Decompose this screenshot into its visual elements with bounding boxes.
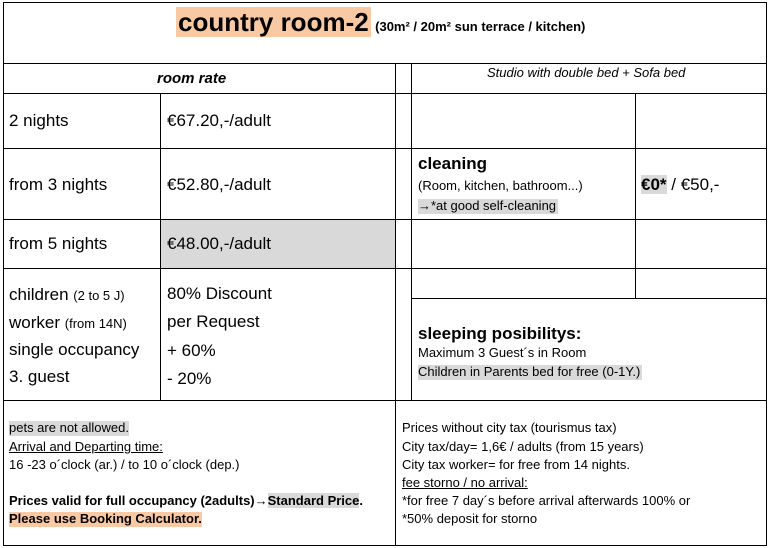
divider-col-cost [635,93,636,298]
prices-valid-text: Prices valid for full occupancy (2adults) [9,493,255,508]
booking-calculator-note: Please use Booking Calculator. [9,511,202,526]
border-right [766,2,767,546]
worker-note: (from 14N) [64,316,127,331]
cleaning-subtitle: (Room, kitchen, bathroom...) [418,178,583,193]
divider-right-mid [411,298,767,299]
tax-line-1: Prices without city tax (tourismus tax) [402,420,617,435]
tax-line-2: City tax/day= 1,6€ / adults (from 15 years) [402,439,644,454]
rate-label-3-nights: from 3 nights [9,175,108,194]
cleaning-note [418,199,558,214]
rate-label-2-nights: 2 nights [9,111,69,130]
tax-line-3: City tax worker= for free from 14 nights. [402,457,630,472]
page-title [176,8,585,38]
storno-title: fee storno / no arrival: [402,475,528,490]
border-left [3,2,4,546]
extra-third-label: 3. guest [9,367,70,386]
extra-single-label: single occupancy [9,340,140,359]
arrival-times: 16 -23 o´clock (ar.) / to 10 o´clock (dep.) [9,457,240,472]
divider-row2 [3,219,767,220]
children-value: 80% Discount [167,284,272,303]
divider-header [3,93,767,94]
divider-col-gap-left [395,63,396,546]
single-value: + 60% [167,341,216,360]
standard-price: Standard Price [267,493,360,508]
children-label: children [9,285,69,304]
arrival-title: Arrival and Departing time: [9,439,163,454]
divider-col-gap-right [411,63,412,400]
rate-price-3-nights: €52.80,-/adult [167,175,271,194]
rate-label-5-nights: from 5 nights [9,234,108,253]
cleaning-note-text: *at good self-cleaning [431,198,557,213]
border-top [3,2,767,3]
children-note: (2 to 5 J) [73,288,125,303]
rate-header: room rate [157,70,227,87]
cleaning-price [641,175,719,195]
extra-children [9,285,125,305]
cleaning-price-paid: / €50,- [666,175,720,194]
divider-col-price [160,93,161,400]
arrow-right-icon: → [418,198,431,213]
divider-row3-left [3,268,411,269]
room-details: (30m² / 20m² sun terrace / kitchen) [375,19,586,34]
prices-valid [9,494,363,509]
rate-price-2-nights: €67.20,-/adult [167,111,271,130]
storno-line-1: *for free 7 day´s before arrival afterwards 100% or [402,493,691,508]
divider-footer [3,400,767,401]
divider-row1 [3,148,767,149]
rate-price-5-nights: €48.00,-/adult [167,234,271,253]
divider-title [3,63,767,64]
period: . [359,493,364,508]
worker-label: worker [9,313,61,332]
cleaning-price-free: €0* [641,175,667,194]
pets-notice: pets are not allowed. [9,420,129,435]
third-value: - 20% [167,369,212,388]
room-name: country room-2 [178,7,369,37]
studio-header: Studio with double bed + Sofa bed [487,65,686,80]
cleaning-title: cleaning [418,154,487,173]
divider-row3-right [411,268,767,269]
arrow-right-icon: → [254,493,268,508]
sleeping-line-2: Children in Parents bed for free (0-1Y.) [418,364,641,379]
worker-value: per Request [167,312,260,331]
sleeping-title: sleeping posibilitys: [418,324,582,343]
storno-line-2: *50% deposit for storno [402,511,538,526]
border-bottom [3,545,767,546]
sleeping-line-1: Maximum 3 Guest´s in Room [418,345,587,360]
extra-worker [9,313,127,333]
